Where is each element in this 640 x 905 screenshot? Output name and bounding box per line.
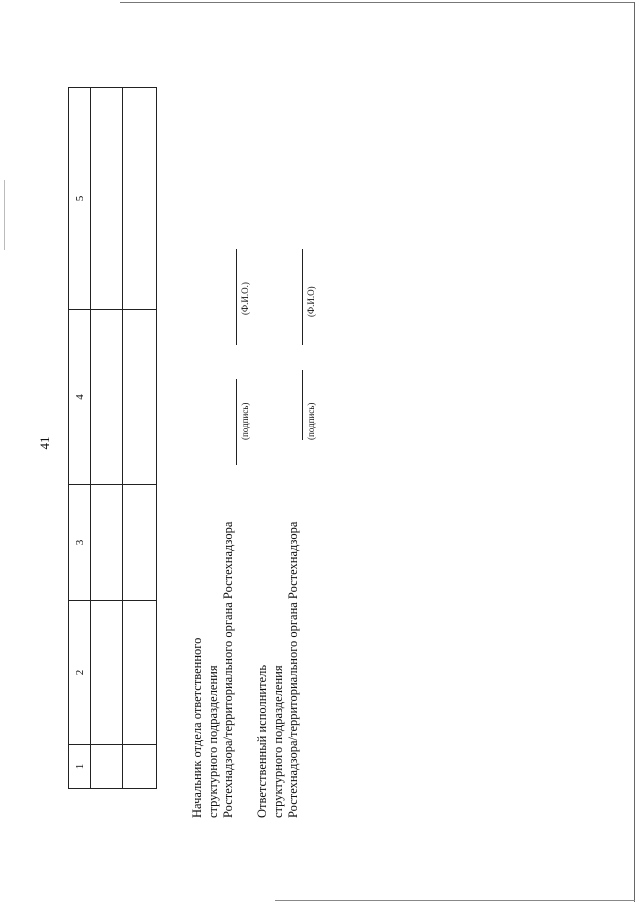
- signature-title-line: структурного подразделения: [270, 665, 285, 818]
- signature-title-line: Ростехнадзора/территориального органа Ростехнадзора: [221, 521, 235, 818]
- signature-line: [236, 379, 237, 465]
- signature-block-head: [190, 522, 237, 818]
- table-header-cell-5: 5: [69, 88, 91, 310]
- table-cell: [123, 485, 157, 601]
- table-cell: [91, 745, 123, 789]
- signature-title-line: структурного подразделения: [205, 665, 220, 818]
- name-line: [302, 249, 303, 345]
- data-table: [68, 87, 157, 789]
- page-number: 41: [37, 436, 52, 450]
- table-row: [91, 88, 123, 789]
- table-header-cell-2: 2: [69, 601, 91, 745]
- name-caption: (Ф.И.О.): [240, 282, 250, 315]
- signature-title-line: Ростехнадзора/территориального органа Ростехнадзора: [286, 521, 300, 818]
- table-cell: [91, 485, 123, 601]
- name-caption: (Ф.И.О): [306, 286, 316, 317]
- table-cell: [91, 310, 123, 485]
- table-header-cell-4: 4: [69, 310, 91, 485]
- signature-title-line: Ответственный исполнитель: [255, 664, 269, 818]
- table-header-cell-1: 1: [69, 745, 91, 789]
- table-row: [123, 88, 157, 789]
- table-cell: [123, 88, 157, 310]
- signature-line: [302, 370, 303, 440]
- signature-title-line: Начальник отдела ответственного: [190, 637, 204, 818]
- table-header-row: [69, 88, 91, 789]
- table-cell: [91, 88, 123, 310]
- table-cell: [123, 745, 157, 789]
- signature-caption: (подпись): [306, 402, 316, 440]
- table-header-cell-3: 3: [69, 485, 91, 601]
- name-line: [236, 249, 237, 345]
- signature-block-executor: [255, 522, 302, 818]
- table-cell: [91, 601, 123, 745]
- signature-caption: (подпись): [240, 402, 250, 440]
- table-cell: [123, 601, 157, 745]
- table-cell: [123, 310, 157, 485]
